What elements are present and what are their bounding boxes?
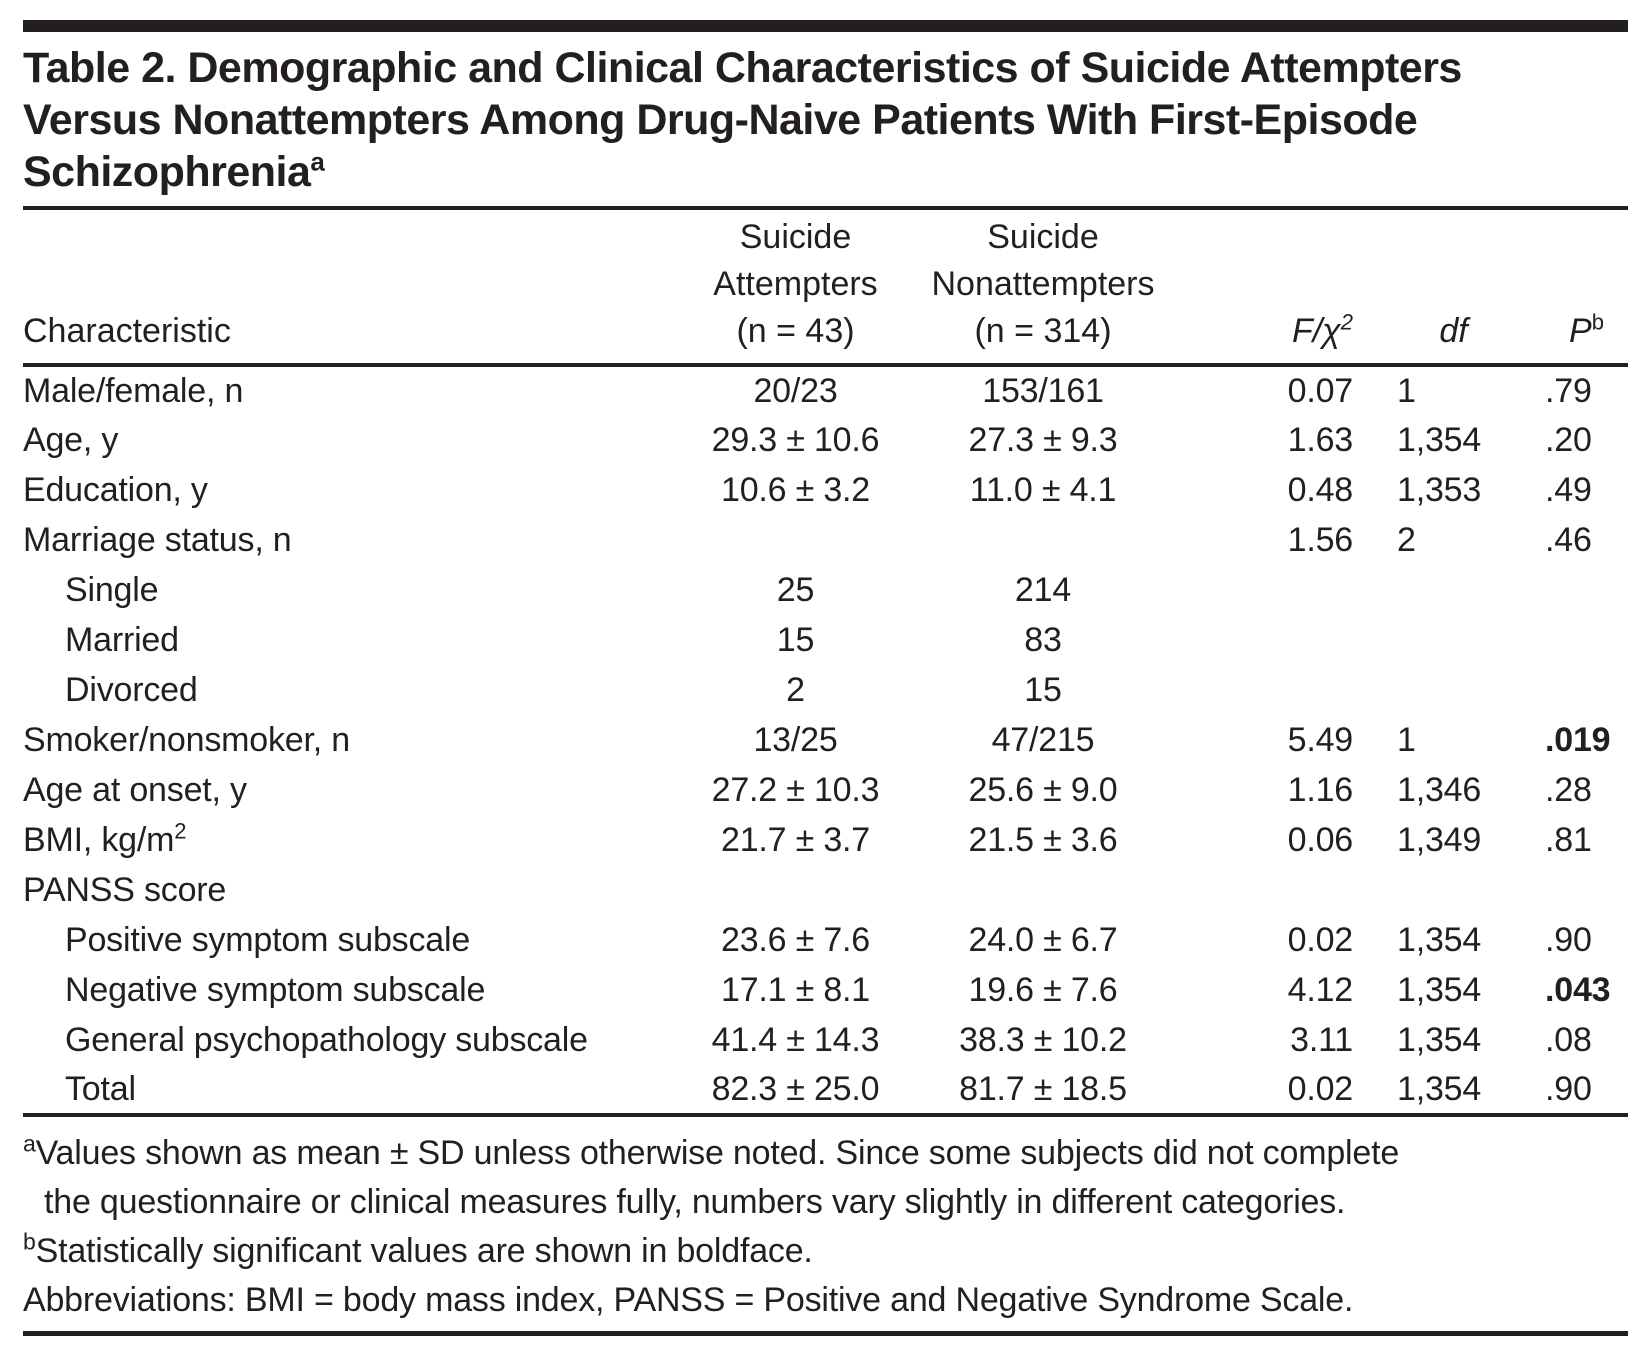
title-footnote-marker: a xyxy=(310,146,325,177)
cell-attempters: 15 xyxy=(776,620,815,659)
footnote-a xyxy=(23,1129,1628,1227)
column-header-nonattempters: Suicide Nonattempters (n = 314) xyxy=(923,208,1163,365)
cell-f-chi: 0.48 xyxy=(1287,470,1353,509)
cell-nonattempters: 83 xyxy=(1024,620,1062,659)
table-row-bmi xyxy=(23,815,1628,865)
cell-df xyxy=(1353,665,1510,715)
cell-attempters: 29.3 ± 10.6 xyxy=(711,420,880,459)
cell-p: .90 xyxy=(1510,1065,1628,1115)
cell-nonattempters: 153/161 xyxy=(982,371,1104,410)
footnote-b: $^b$Statistically significant values are shown in boldface. xyxy=(23,1228,813,1270)
cell-attempters: 27.2 ± 10.3 xyxy=(711,770,880,809)
cell-nonattempters: 11.0 ± 4.1 xyxy=(969,470,1117,509)
table-row-marriage-status xyxy=(23,515,1628,565)
footnote-a-marker: a xyxy=(23,1130,36,1157)
cell-f-chi: 0.02 xyxy=(1287,920,1353,959)
table-row-age xyxy=(23,415,1628,465)
row-label: General psychopathology subscale xyxy=(65,1020,588,1059)
cell-df: 1,354 xyxy=(1397,420,1482,459)
table-row-single xyxy=(23,565,1628,615)
cell-p xyxy=(1510,615,1628,665)
cell-nonattempters: 15 xyxy=(1024,670,1062,709)
table-row-divorced xyxy=(23,665,1628,715)
column-header-df: df xyxy=(1353,208,1510,365)
table-title-line-2: Versus Nonattempters Among Drug-Naive Patients With First-Episode xyxy=(23,96,1418,144)
table-row-education xyxy=(23,465,1628,515)
cell-f-chi: 5.49 xyxy=(1287,720,1353,759)
cell-attempters xyxy=(668,515,923,565)
cell-df: 1,354 xyxy=(1397,920,1482,959)
cell-nonattempters: 24.0 ± 6.7 xyxy=(968,920,1118,959)
cell-f-chi xyxy=(1163,565,1353,615)
cell-nonattempters: 25.6 ± 9.0 xyxy=(968,770,1118,809)
cell-df: 1 xyxy=(1397,371,1416,410)
table-title-line-3: Schizophrenia$^a$ xyxy=(23,146,325,196)
cell-nonattempters: 214 xyxy=(1014,570,1072,609)
cell-nonattempters xyxy=(923,865,1163,915)
cell-f-chi xyxy=(1163,665,1353,715)
table-row-positive-subscale xyxy=(23,915,1628,965)
cell-attempters: 41.4 ± 14.3 xyxy=(711,1020,880,1059)
table-row-total xyxy=(23,1065,1628,1115)
cell-df: 1,346 xyxy=(1397,770,1482,809)
footnote-b-marker: b xyxy=(23,1228,36,1255)
row-label: Divorced xyxy=(65,670,198,709)
row-label: Age at onset, y xyxy=(23,770,247,809)
cell-f-chi: 3.11 xyxy=(1290,1020,1353,1059)
footnote-abbreviations: Abbreviations: BMI = body mass index, PANSS = Positive and Negative Syndrome Scale. xyxy=(23,1281,1354,1319)
cell-p: .20 xyxy=(1545,420,1592,459)
bmi-unit-superscript: 2 xyxy=(174,818,187,844)
header-row xyxy=(23,208,1628,365)
cell-p: .46 xyxy=(1545,520,1592,559)
cell-attempters: 2 xyxy=(786,670,805,709)
column-header-attempters: Suicide Attempters (n = 43) xyxy=(668,208,923,365)
cell-attempters: 82.3 ± 25.0 xyxy=(668,1065,923,1115)
cell-df: 1,354 xyxy=(1397,970,1482,1009)
table-title-line-1: Table 2. Demographic and Clinical Characteristics of Suicide Attempters xyxy=(23,44,1462,92)
cell-attempters: 23.6 ± 7.6 xyxy=(721,920,870,959)
cell-f-chi: 4.12 xyxy=(1287,970,1353,1009)
cell-f-chi: 0.06 xyxy=(1287,820,1353,859)
table-body xyxy=(23,365,1628,1115)
cell-p: .79 xyxy=(1545,371,1592,410)
cell-nonattempters xyxy=(923,515,1163,565)
cell-attempters: 20/23 xyxy=(753,371,838,410)
cell-p xyxy=(1510,565,1628,615)
row-label: Education, y xyxy=(23,470,208,509)
cell-df: 1,349 xyxy=(1397,820,1482,859)
table-row-panss-score xyxy=(23,865,1628,915)
cell-p: .49 xyxy=(1545,470,1592,509)
row-label: Single xyxy=(65,570,159,609)
footnote-a-line-2: the questionnaire or clinical measures fully, numbers vary slightly in different categories. xyxy=(44,1183,1346,1221)
footnotes xyxy=(23,1129,1628,1325)
p-footnote-marker: b xyxy=(1591,309,1604,335)
row-label: Age, y xyxy=(23,420,119,459)
cell-p: .81 xyxy=(1545,820,1592,859)
cell-nonattempters: 27.3 ± 9.3 xyxy=(968,420,1118,459)
row-label: Positive symptom subscale xyxy=(65,920,471,959)
cell-df: 1,354 xyxy=(1353,1065,1510,1115)
cell-p: .28 xyxy=(1545,770,1592,809)
cell-attempters: 10.6 ± 3.2 xyxy=(721,470,870,509)
cell-p-significant: .043 xyxy=(1545,970,1611,1009)
cell-df: 1,353 xyxy=(1397,470,1482,509)
cell-attempters xyxy=(668,865,923,915)
row-label: Negative symptom subscale xyxy=(65,970,486,1009)
cell-f-chi: 1.63 xyxy=(1287,420,1353,459)
cell-p xyxy=(1510,865,1628,915)
table-row-general-subscale xyxy=(23,1015,1628,1065)
cell-df xyxy=(1353,615,1510,665)
row-label: Married xyxy=(65,620,179,659)
table-row-age-at-onset xyxy=(23,765,1628,815)
cell-nonattempters: 19.6 ± 7.6 xyxy=(968,970,1118,1009)
row-label: Marriage status, n xyxy=(23,520,292,559)
table-title xyxy=(23,42,1628,198)
cell-nonattempters: 38.3 ± 10.2 xyxy=(959,1020,1127,1059)
cell-nonattempters: 47/215 xyxy=(991,720,1095,759)
cell-p: .08 xyxy=(1545,1020,1592,1059)
table-row-male-female xyxy=(23,365,1628,415)
cell-f-chi: 0.02 xyxy=(1163,1065,1353,1115)
cell-df xyxy=(1353,565,1510,615)
row-label: BMI, $kg/m^2$ xyxy=(23,818,187,859)
cell-nonattempters: 21.5 ± 3.6 xyxy=(968,820,1118,859)
column-header-characteristic: Characteristic xyxy=(23,208,668,365)
row-label: Smoker/nonsmoker, n xyxy=(23,720,350,759)
cell-f-chi xyxy=(1163,865,1353,915)
cell-f-chi xyxy=(1163,615,1353,665)
cell-p: .90 xyxy=(1545,920,1592,959)
cell-attempters: 21.7 ± 3.7 xyxy=(721,820,870,859)
footnote-a-line-1: $^a$Values shown as mean ± SD unless otherwise noted. Since some subjects did not complete xyxy=(23,1130,1400,1172)
cell-p-significant: .019 xyxy=(1545,720,1611,759)
cell-attempters: 17.1 ± 8.1 xyxy=(721,970,870,1009)
cell-df xyxy=(1353,865,1510,915)
table-row-smoker xyxy=(23,715,1628,765)
cell-nonattempters: 81.7 ± 18.5 xyxy=(923,1065,1163,1115)
row-label: Total xyxy=(23,1065,668,1115)
row-label: Male/female, n xyxy=(23,371,244,410)
cell-df: 1,354 xyxy=(1397,1020,1482,1059)
cell-df: 1 xyxy=(1397,720,1416,759)
cell-p xyxy=(1510,665,1628,715)
cell-f-chi: 0.07 xyxy=(1287,371,1353,410)
cell-df: 2 xyxy=(1397,520,1416,559)
cell-f-chi: 1.56 xyxy=(1287,520,1353,559)
table-header xyxy=(23,208,1628,365)
bottom-rule-divider xyxy=(23,1331,1628,1336)
cell-attempters: 25 xyxy=(776,570,815,609)
column-header-f-chi-squared: $F/\chi^2$ xyxy=(1163,208,1353,365)
column-header-p-value: $P^b$ xyxy=(1510,208,1628,365)
table-row-negative-subscale xyxy=(23,965,1628,1015)
top-bar-divider xyxy=(23,20,1628,32)
table-row-married xyxy=(23,615,1628,665)
characteristics-table xyxy=(23,206,1628,1117)
row-label: PANSS score xyxy=(23,870,227,909)
cell-f-chi: 1.16 xyxy=(1287,770,1353,809)
cell-attempters: 13/25 xyxy=(753,720,838,759)
